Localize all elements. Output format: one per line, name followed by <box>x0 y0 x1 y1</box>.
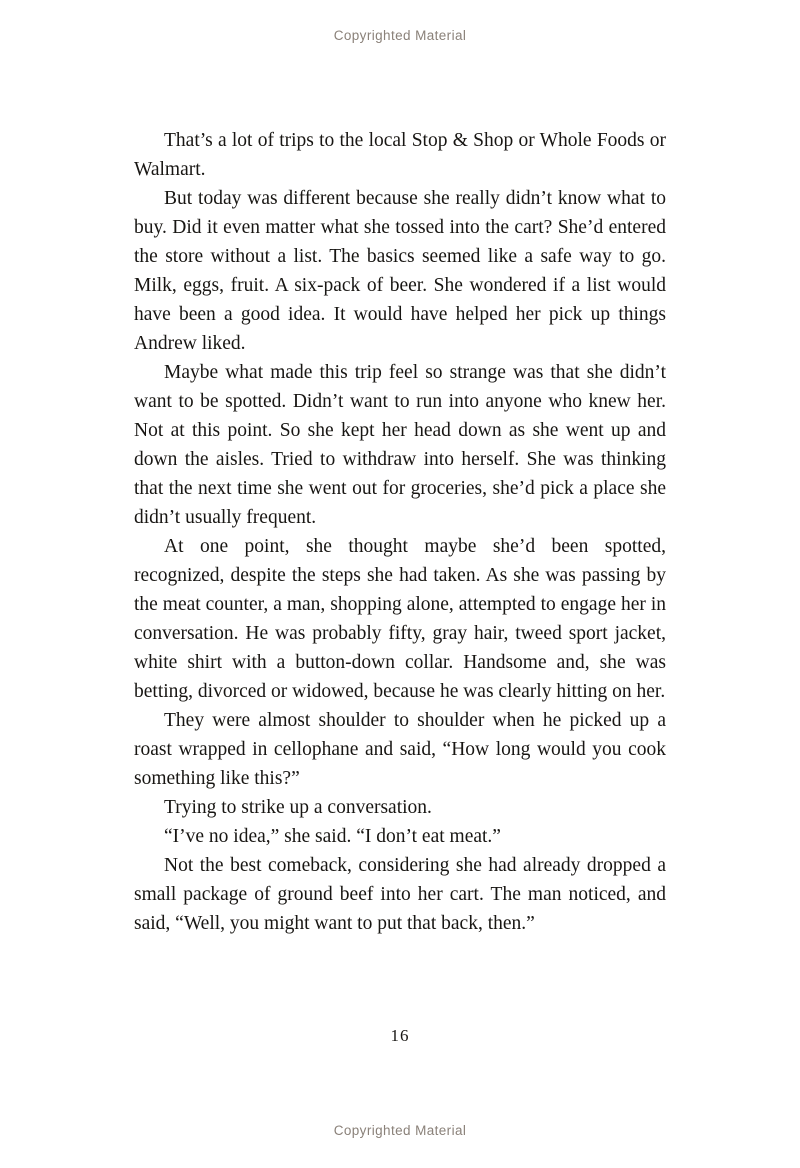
copyright-watermark-top: Copyrighted Material <box>333 28 467 43</box>
paragraph: Not the best comeback, considering she had already dropped a small package of ground beef into her cart. The man noticed, and said, “Well, you might want to put that back, then.” <box>134 855 666 934</box>
page-number: 16 <box>390 1026 410 1045</box>
paragraph: Trying to strike up a conversation. <box>164 797 432 818</box>
paragraph: But today was different because she really didn’t know what to buy. Did it even matter what she tossed into the cart? She’d entered the store without a list. The basics seemed like a safe way to go. Milk, eggs, fruit. A six-pack of beer. She wondered if a list would have been a good idea. It would have helped her pick up things Andrew liked. <box>134 188 666 354</box>
paragraph: “I’ve no idea,” she said. “I don’t eat meat.” <box>164 826 501 847</box>
paragraph: That’s a lot of trips to the local Stop & Shop or Whole Foods or Walmart. <box>134 130 666 180</box>
paragraph: They were almost shoulder to shoulder when he picked up a roast wrapped in cellophane and said, “How long would you cook something like this?” <box>134 710 666 789</box>
paragraph: At one point, she thought maybe she’d been spotted, recognized, despite the steps she had taken. As she was passing by the meat counter, a man, shopping alone, attempted to engage her in conversation. He was probably fifty, gray hair, tweed sport jacket, white shirt with a button-down collar. Handsome and, she was betting, divorced or widowed, because he was clearly hitting on her. <box>134 536 666 702</box>
paragraph: Maybe what made this trip feel so strange was that she didn’t want to be spotted. Didn’t want to run into anyone who knew her. Not at this point. So she kept her head down as she went up and down the aisles. Tried to withdraw into herself. She was thinking that the next time she went out for groceries, she’d pick a place she didn’t usually frequent. <box>134 362 666 528</box>
copyright-watermark-bottom: Copyrighted Material <box>333 1123 467 1138</box>
page-body-text <box>134 126 666 938</box>
